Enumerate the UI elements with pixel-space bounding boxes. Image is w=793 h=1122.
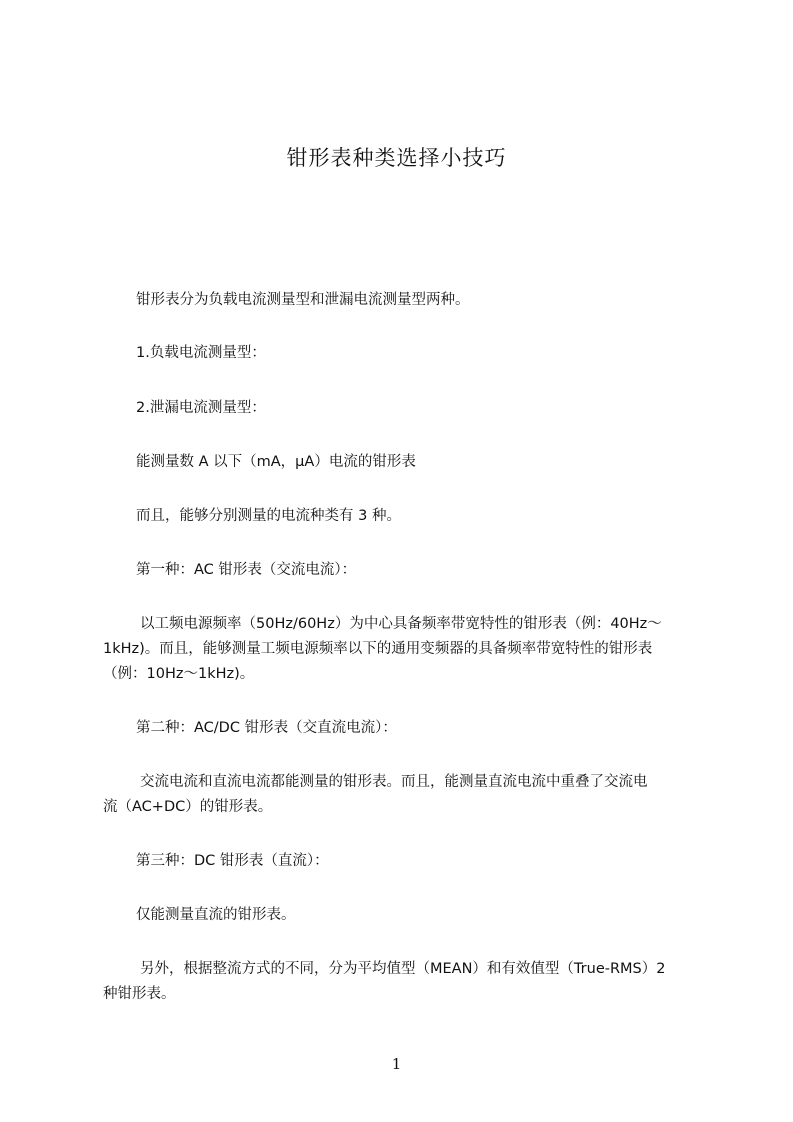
paragraph-rectification-line2: 种钳形表。 [103,986,176,1002]
paragraph-type-one-heading: 第一种：AC 钳形表（交流电流）： [136,562,357,578]
paragraph-type-three-desc: 仅能测量直流的钳形表。 [136,907,296,923]
paragraph-intro: 钳形表分为负载电流测量型和泄漏电流测量型两种。 [136,292,470,308]
paragraph-type-three-heading: 第三种：DC 钳形表（直流）： [136,853,329,869]
paragraph-type-two-heading: 第二种：AC/DC 钳形表（交直流电流）： [136,720,397,736]
document-title: 钳形表种类选择小技巧 [286,146,507,170]
page-number: 1 [391,1055,402,1073]
paragraph-rectification-line1: 另外，根据整流方式的不同，分为平均值型（MEAN）和有效值型（True-RMS）2 [140,961,666,977]
paragraph-measure-range: 能测量数 A 以下（mA，μA）电流的钳形表 [136,454,416,470]
paragraph-type-one-line2: 1kHz)。而且，能够测量工频电源频率以下的通用变频器的具备频率带宽特性的钳形表 [103,641,653,657]
paragraph-type-one-line3: （例：10Hz～1kHz)。 [103,666,255,682]
paragraph-leakage-type: 2.泄漏电流测量型： [136,400,266,416]
paragraph-type-one-line1: 以工频电源频率（50Hz/60Hz）为中心具备频率带宽特性的钳形表（例：40Hz～ [140,616,662,632]
paragraph-load-type: 1.负载电流测量型： [136,345,266,361]
paragraph-three-types: 而且，能够分别测量的电流种类有 3 种。 [136,508,401,524]
paragraph-type-two-line1: 交流电流和直流电流都能测量的钳形表。而且，能测量直流电流中重叠了交流电 [140,774,648,790]
paragraph-type-two-line2: 流（AC+DC）的钳形表。 [103,799,273,815]
